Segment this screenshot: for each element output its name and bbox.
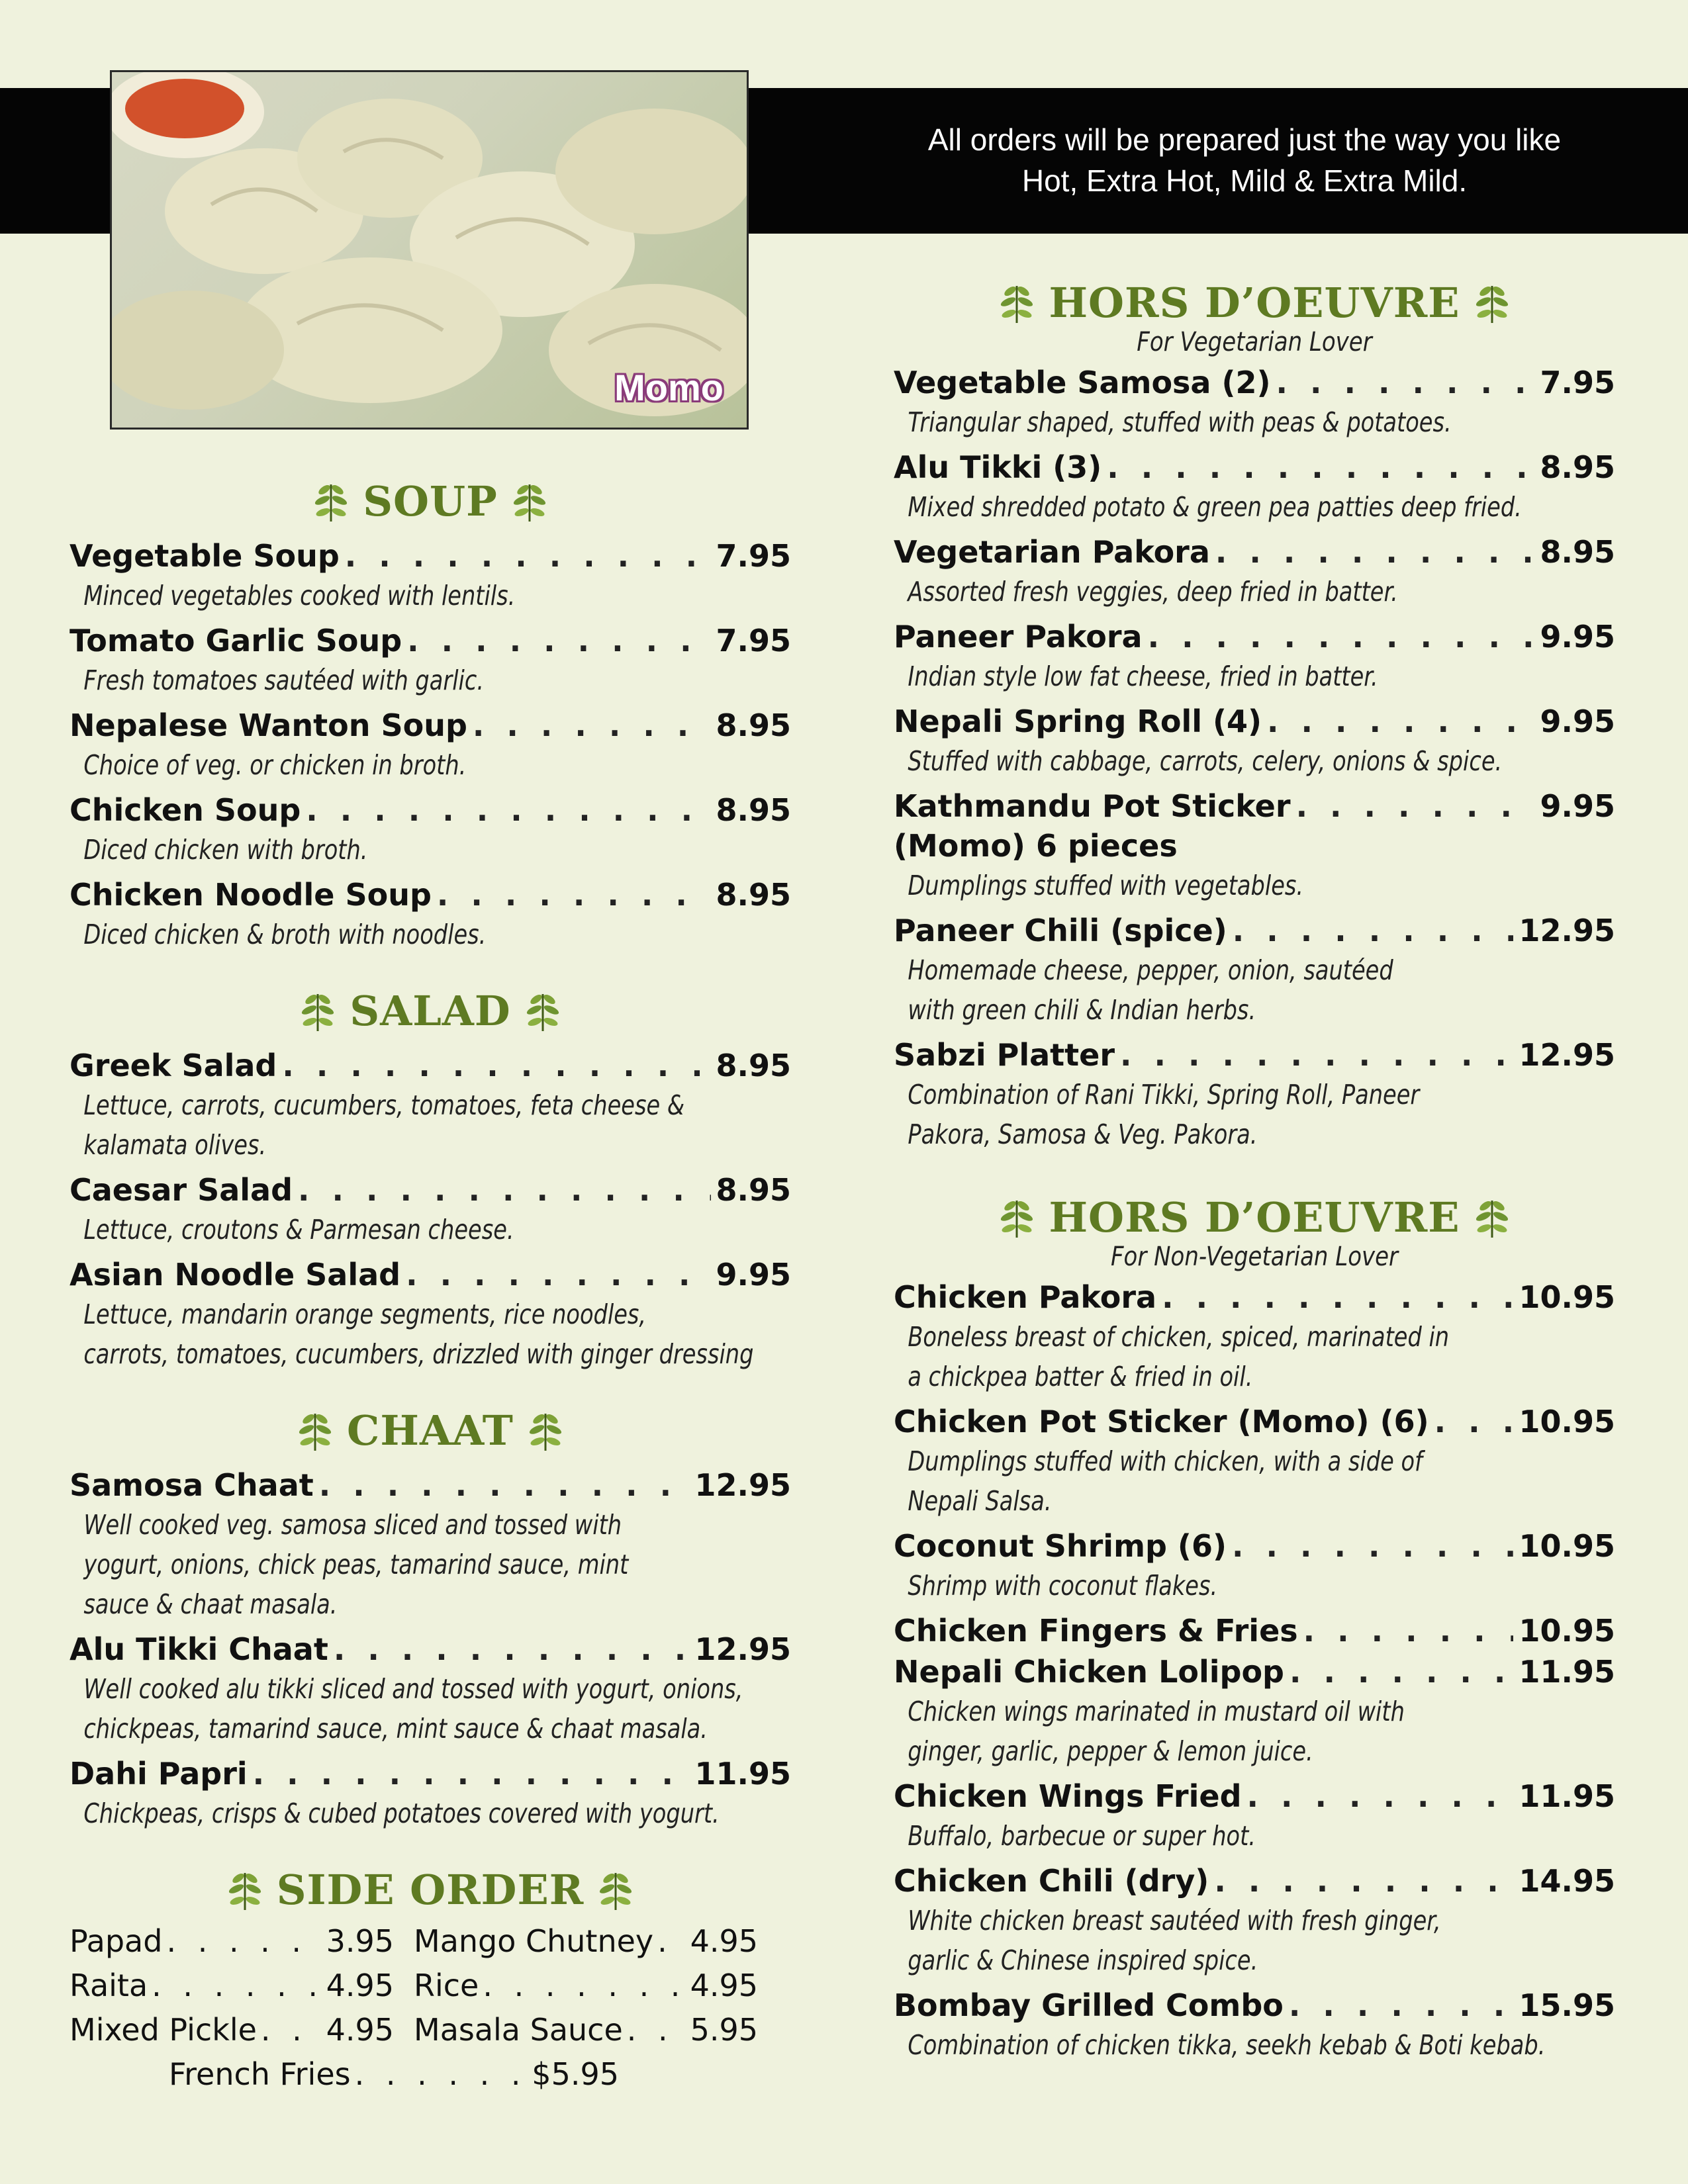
item-description: Boneless breast of chicken, spiced, marinated in a chickpea batter & fried in oil. [908, 1321, 1450, 1392]
leaf-sprig-icon [298, 987, 338, 1034]
item-name: Bombay Grilled Combo [894, 1987, 1284, 2023]
soup-title: SOUP [363, 477, 498, 525]
veg-hors-doeuvre-heading [894, 273, 1615, 332]
side-name: Masala Sauce [414, 2012, 623, 2048]
item-description: Triangular shaped, stuffed with peas & potatoes. [908, 406, 1452, 438]
tagline [834, 119, 1655, 201]
item-description: White chicken breast sautéed with fresh ginger, garlic & Chinese inspired spice. [908, 1905, 1441, 1976]
menu-item [70, 705, 791, 785]
item-price: 12.95 [694, 1467, 791, 1503]
item-price: 9.95 [716, 1257, 791, 1293]
nonveg-title: HORS D’OEUVRE [1049, 1193, 1460, 1242]
item-name: Chicken Noodle Soup [70, 877, 432, 913]
nonveg-list [894, 1277, 1615, 2065]
side-order-title: SIDE ORDER [276, 1865, 585, 1914]
menu-item [70, 621, 791, 700]
item-price: 9.95 [1540, 788, 1615, 824]
item-price: 8.95 [1540, 534, 1615, 570]
item-description: Minced vegetables cooked with lentils. [83, 580, 516, 612]
item-name: Greek Salad [70, 1048, 277, 1083]
item-description: Combination of Rani Tikki, Spring Roll, Paneer Pakora, Samosa & Veg. Pakora. [908, 1079, 1420, 1150]
menu-item [70, 1465, 791, 1624]
item-price: 12.95 [1519, 913, 1615, 948]
side-row [70, 1919, 791, 1964]
menu-item [70, 536, 791, 615]
leaf-sprig-icon [526, 1407, 565, 1453]
chaat-title: CHAAT [347, 1406, 514, 1455]
tagline-line-1: All orders will be prepared just the way you like [927, 122, 1562, 157]
item-description: Lettuce, mandarin orange segments, rice noodles, carrots, tomatoes, cucumbers, drizzled with ginger dressing [83, 1298, 754, 1370]
side-name: Mixed Pickle [70, 2012, 257, 2048]
momo-photo [110, 70, 749, 430]
menu-item [894, 1652, 1615, 1771]
item-price: 8.95 [1540, 449, 1615, 485]
item-price: 8.95 [716, 877, 791, 913]
side-name: French Fries [169, 2056, 351, 2092]
item-name: Vegetable Samosa (2) [894, 365, 1271, 400]
item-price: 11.95 [1519, 1778, 1615, 1814]
item-description: Well cooked veg. samosa sliced and tossed with yogurt, onions, chick peas, tamarind sauce, mint sauce & chaat masala. [83, 1509, 629, 1620]
item-description: Assorted fresh veggies, deep fried in batter. [908, 576, 1398, 608]
nonveg-subtitle: For Non-Vegetarian Lover [1110, 1242, 1399, 1272]
item-name: Alu Tikki Chaat [70, 1631, 328, 1667]
leaf-sprig-icon [225, 1866, 265, 1913]
side-order-list [70, 1919, 791, 2097]
item-price: 8.95 [716, 1048, 791, 1083]
item-price: 7.95 [716, 623, 791, 659]
item-name: Chicken Fingers & Fries [894, 1613, 1298, 1649]
menu-item [70, 1629, 791, 1749]
tagline-line-2: Hot, Extra Hot, Mild & Extra Mild. [1021, 163, 1468, 198]
menu-item [894, 1611, 1615, 1651]
right-column [894, 265, 1615, 2065]
menu-item [894, 363, 1615, 442]
item-name: Asian Noodle Salad [70, 1257, 401, 1293]
side-row [70, 2052, 791, 2097]
salad-list [70, 1046, 791, 1374]
salad-title: SALAD [350, 986, 511, 1035]
item-name: Nepalese Wanton Soup [70, 707, 467, 743]
menu-item [894, 617, 1615, 696]
item-name: Caesar Salad [70, 1172, 293, 1208]
left-column [70, 463, 791, 2097]
chaat-list [70, 1465, 791, 1833]
item-description: Lettuce, croutons & Parmesan cheese. [83, 1214, 514, 1246]
leaf-sprig-icon [510, 478, 549, 524]
item-price: 9.95 [1540, 704, 1615, 739]
menu-item [894, 1035, 1615, 1154]
item-price: 15.95 [1519, 1987, 1615, 2023]
item-price: 14.95 [1519, 1863, 1615, 1899]
item-name: Nepali Chicken Lolipop [894, 1654, 1284, 1690]
item-description: Lettuce, carrots, cucumbers, tomatoes, feta cheese & kalamata olives. [83, 1089, 685, 1161]
item-name: Chicken Soup [70, 792, 301, 828]
item-price: 12.95 [694, 1631, 791, 1667]
veg-title: HORS D’OEUVRE [1049, 278, 1460, 327]
item-price: 10.95 [1519, 1528, 1615, 1564]
item-description: Well cooked alu tikki sliced and tossed with yogurt, onions, chickpeas, tamarind sauce, mint sauce & chaat masala. [83, 1673, 743, 1745]
menu-item [894, 786, 1615, 905]
side-price: 4.95 [690, 1923, 758, 1959]
salad-heading [70, 981, 791, 1040]
side-row [70, 2008, 791, 2052]
item-name: Alu Tikki (3) [894, 449, 1102, 485]
menu-item [70, 1255, 791, 1374]
item-description: Combination of chicken tikka, seekh kebab & Boti kebab. [908, 2029, 1546, 2061]
item-description: Shrimp with coconut flakes. [908, 1570, 1218, 1602]
item-description: Dumplings stuffed with chicken, with a side of Nepali Salsa. [908, 1445, 1423, 1517]
item-description: Choice of veg. or chicken in broth. [83, 749, 467, 781]
item-description: Stuffed with cabbage, carrots, celery, onions & spice. [908, 745, 1503, 777]
side-price: 5.95 [690, 2012, 758, 2048]
item-name: Tomato Garlic Soup [70, 623, 402, 659]
leaf-sprig-icon [295, 1407, 335, 1453]
item-description: Buffalo, barbecue or super hot. [908, 1820, 1256, 1852]
item-description: Diced chicken with broth. [83, 834, 368, 866]
photo-caption: Momo [614, 367, 724, 408]
leaf-sprig-icon [596, 1866, 635, 1913]
item-name: Paneer Pakora [894, 619, 1143, 655]
menu-item [894, 447, 1615, 527]
item-name: Coconut Shrimp (6) [894, 1528, 1227, 1564]
item-name: Sabzi Platter [894, 1037, 1115, 1073]
side-price: 4.95 [690, 1968, 758, 2003]
menu-item [70, 875, 791, 954]
item-price: 7.95 [716, 538, 791, 574]
item-name: Chicken Pot Sticker (Momo) (6) [894, 1404, 1429, 1439]
item-description: Diced chicken & broth with noodles. [83, 919, 487, 950]
leaf-sprig-icon [311, 478, 351, 524]
veg-subtitle: For Vegetarian Lover [1137, 327, 1372, 357]
menu-item [894, 702, 1615, 781]
leaf-sprig-icon [997, 1194, 1037, 1240]
side-price: $5.95 [532, 2056, 619, 2092]
side-price: 3.95 [326, 1923, 394, 1959]
menu-item [70, 1754, 791, 1833]
item-price: 8.95 [716, 792, 791, 828]
item-name: Chicken Wings Fried [894, 1778, 1242, 1814]
item-price: 10.95 [1519, 1404, 1615, 1439]
side-name: Rice [414, 1968, 479, 2003]
menu-item [894, 532, 1615, 612]
item-name: Dahi Papri [70, 1756, 248, 1792]
item-description: Dumplings stuffed with vegetables. [908, 870, 1304, 901]
item-price: 8.95 [716, 707, 791, 743]
item-price: 7.95 [1540, 365, 1615, 400]
item-name: Paneer Chili (spice) [894, 913, 1227, 948]
menu-item [894, 1277, 1615, 1396]
soup-list [70, 536, 791, 954]
leaf-sprig-icon [1472, 1194, 1512, 1240]
menu-item [894, 1526, 1615, 1606]
menu-item [894, 1776, 1615, 1856]
menu-item [894, 1861, 1615, 1980]
item-description: Chicken wings marinated in mustard oil with ginger, garlic, pepper & lemon juice. [908, 1696, 1405, 1767]
item-description: Mixed shredded potato & green pea patties deep fried. [908, 491, 1522, 523]
item-name-line-2: (Momo) 6 pieces [894, 828, 1178, 864]
item-name: Nepali Spring Roll (4) [894, 704, 1262, 739]
item-description: Chickpeas, crisps & cubed potatoes covered with yogurt. [83, 1797, 720, 1829]
soup-heading [70, 471, 791, 531]
item-name: Vegetable Soup [70, 538, 340, 574]
side-price: 4.95 [326, 2012, 394, 2048]
menu-item [894, 1985, 1615, 2065]
item-name: Chicken Chili (dry) [894, 1863, 1209, 1899]
veg-list [894, 363, 1615, 1154]
item-name: Chicken Pakora [894, 1279, 1157, 1315]
item-price: 10.95 [1519, 1613, 1615, 1649]
menu-item [894, 911, 1615, 1030]
chaat-heading [70, 1400, 791, 1460]
leaf-sprig-icon [523, 987, 563, 1034]
item-price: 11.95 [1519, 1654, 1615, 1690]
menu-item [70, 790, 791, 870]
menu-item [894, 1402, 1615, 1521]
item-name: Vegetarian Pakora [894, 534, 1210, 570]
item-description: Fresh tomatoes sautéed with garlic. [83, 664, 485, 696]
item-price: 10.95 [1519, 1279, 1615, 1315]
menu-item [70, 1170, 791, 1250]
item-description: Homemade cheese, pepper, onion, sautéed with green chili & Indian herbs. [908, 954, 1393, 1026]
menu-item [70, 1046, 791, 1165]
item-name: Samosa Chaat [70, 1467, 314, 1503]
side-name: Raita [70, 1968, 148, 2003]
side-price: 4.95 [326, 1968, 394, 2003]
side-row [70, 1964, 791, 2008]
item-price: 12.95 [1519, 1037, 1615, 1073]
leaf-sprig-icon [1472, 279, 1512, 326]
side-order-heading [70, 1860, 791, 1919]
side-name: Mango Chutney [414, 1923, 654, 1959]
side-name: Papad [70, 1923, 163, 1959]
item-name: Kathmandu Pot Sticker [894, 788, 1291, 824]
item-price: 11.95 [694, 1756, 791, 1792]
nonveg-hors-doeuvre-heading [894, 1187, 1615, 1247]
item-price: 8.95 [716, 1172, 791, 1208]
item-price: 9.95 [1540, 619, 1615, 655]
leaf-sprig-icon [997, 279, 1037, 326]
item-description: Indian style low fat cheese, fried in batter. [908, 660, 1378, 692]
